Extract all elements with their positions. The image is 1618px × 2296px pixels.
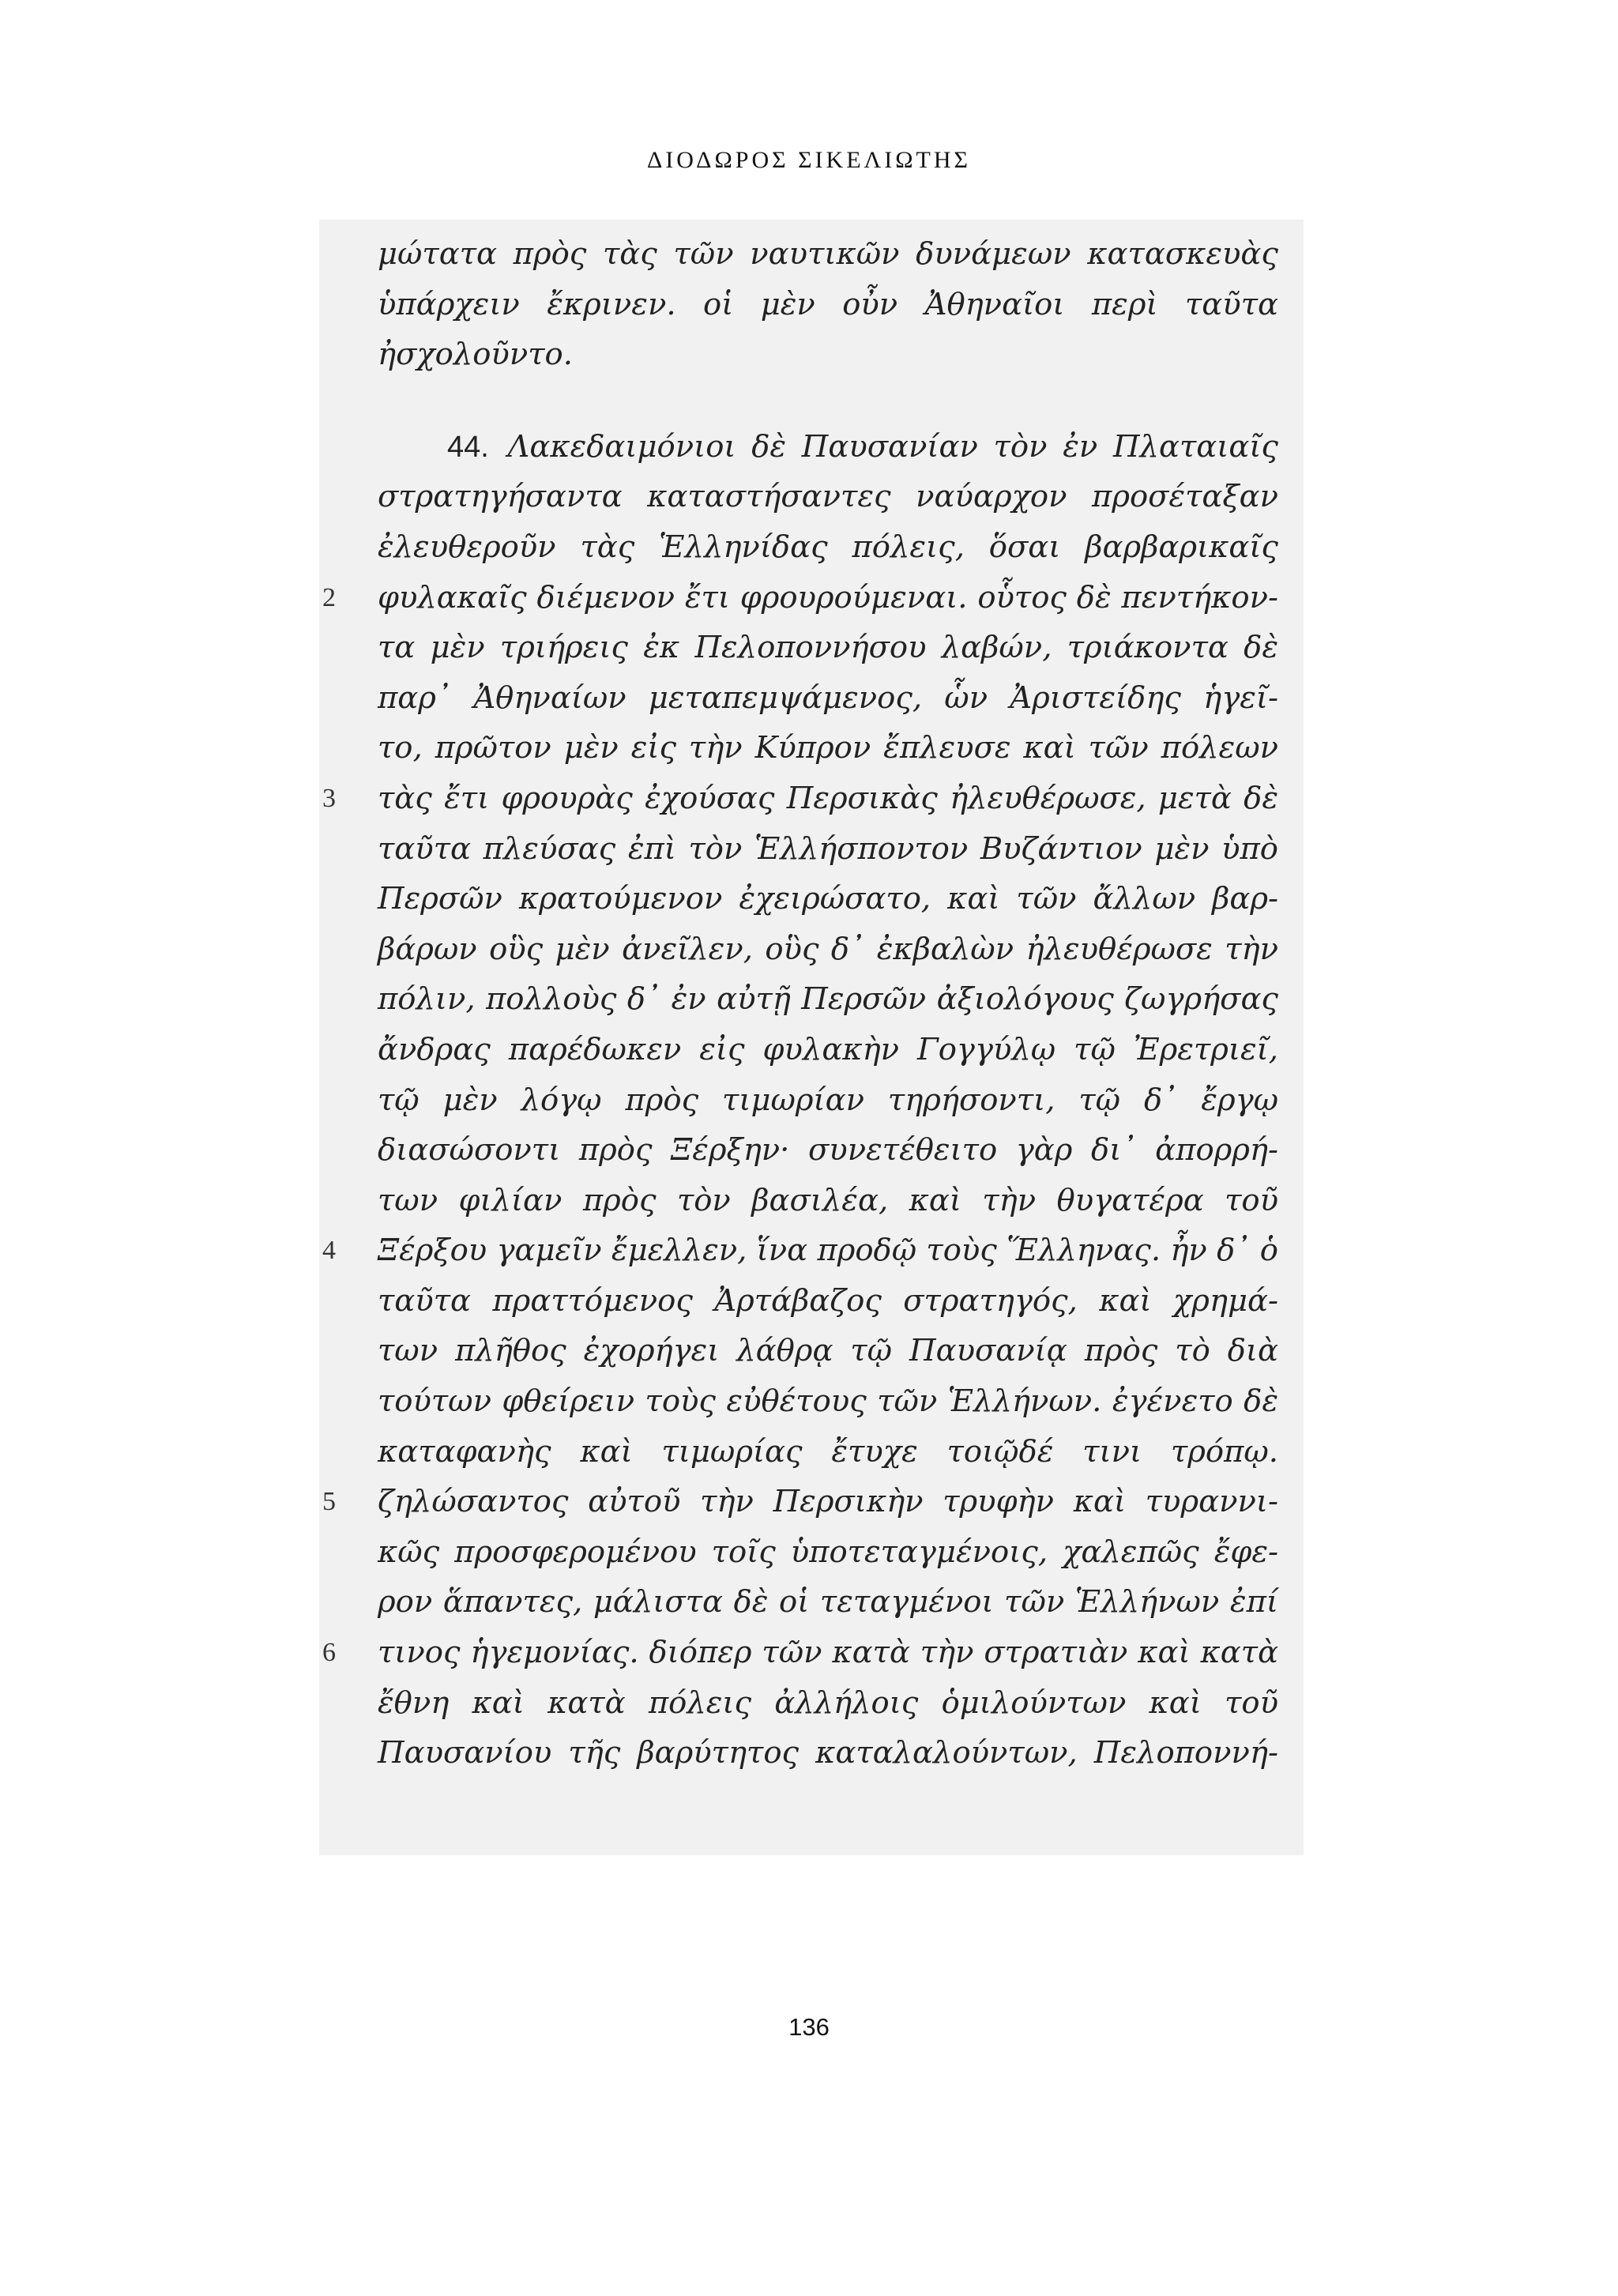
paragraph-start-line	[378, 422, 1278, 472]
line-text: το, πρῶτον μὲν εἰς τὴν Κύπρον ἔπλευσε καὶ τῶν πόλεων	[378, 730, 1278, 766]
margin-number: 3	[322, 783, 336, 813]
text-line	[378, 229, 1278, 280]
text-line	[378, 1728, 1278, 1778]
text-line	[378, 1577, 1278, 1628]
text-line	[322, 1628, 1278, 1678]
margin-number: 5	[322, 1487, 336, 1517]
text-line	[378, 824, 1278, 875]
text-line	[378, 1025, 1278, 1075]
text-line	[378, 874, 1278, 924]
section-number: 44.	[447, 430, 489, 464]
line-text: πόλιν, πολλοὺς δ᾽ ἐν αὐτῇ Περσῶν ἀξιολόγους ζωγρήσας	[378, 981, 1278, 1018]
text-line	[322, 1225, 1278, 1276]
text-line	[378, 280, 1278, 330]
line-text: ἔθνη καὶ κατὰ πόλεις ἀλλήλοις ὁμιλούντων καὶ τοῦ	[378, 1684, 1278, 1721]
text-line	[378, 1527, 1278, 1578]
line-text: τα μὲν τριήρεις ἐκ Πελοποννήσου λαβών, τριάκοντα δὲ	[378, 630, 1278, 666]
text-line	[322, 573, 1278, 623]
text-line	[378, 723, 1278, 773]
line-text: παρ᾽ Ἀθηναίων μεταπεμψάμενος, ὧν Ἀριστείδης ἡγεῖ-	[378, 679, 1278, 716]
running-head: ΔΙΟΔΩΡΟΣ ΣΙΚΕΛΙΩΤΗΣ	[646, 147, 972, 173]
line-text: Λακεδαιμόνιοι δὲ Παυσανίαν τὸν ἐν Πλαταιαῖς	[507, 428, 1278, 465]
text-line	[378, 673, 1278, 724]
text-line	[378, 1427, 1278, 1477]
text-line	[322, 1477, 1278, 1527]
text-line	[378, 1326, 1278, 1376]
line-text: ταῦτα πλεύσας ἐπὶ τὸν Ἑλλήσποντον Βυζάντιον μὲν ὑπὸ	[378, 830, 1278, 867]
line-text: ἐλευθεροῦν τὰς Ἑλληνίδας πόλεις, ὅσαι βαρβαρικαῖς	[378, 529, 1278, 565]
line-text: κῶς προσφερομένου τοῖς ὑποτεταγμένοις, χαλεπῶς ἔφε-	[378, 1534, 1278, 1570]
text-line	[378, 329, 1278, 380]
line-text: ταῦτα πραττόμενος Ἀρτάβαζος στρατηγός, καὶ χρημά-	[378, 1282, 1278, 1319]
text-line	[378, 1125, 1278, 1176]
line-text: φυλακαῖς διέμενον ἔτι φρουρούμεναι. οὗτος δὲ πεντήκον-	[378, 579, 1278, 615]
margin-number: 4	[322, 1236, 336, 1266]
line-text: των πλῆθος ἐχορήγει λάθρᾳ τῷ Παυσανίᾳ πρὸς τὸ διὰ	[378, 1333, 1278, 1369]
text-line	[378, 1276, 1278, 1327]
line-text: μώτατα πρὸς τὰς τῶν ναυτικῶν δυνάμεων κατασκευὰς	[378, 236, 1278, 272]
line-text: Περσῶν κρατούμενον ἐχειρώσατο, καὶ τῶν ἄλλων βαρ-	[378, 881, 1278, 917]
text-line	[378, 974, 1278, 1025]
margin-number: 6	[322, 1638, 336, 1668]
text-block	[322, 229, 1278, 1778]
text-line	[378, 1376, 1278, 1427]
line-text: Ξέρξου γαμεῖν ἔμελλεν, ἵνα προδῷ τοὺς Ἕλληνας. ἦν δ᾽ ὁ	[378, 1233, 1278, 1269]
line-text: βάρων οὓς μὲν ἀνεῖλεν, οὓς δ᾽ ἐκβαλὼν ἠλευθέρωσε τὴν	[378, 931, 1278, 967]
text-line	[378, 472, 1278, 522]
line-text: διασώσοντι πρὸς Ξέρξην· συνετέθειτο γὰρ δι᾽ ἀπορρή-	[378, 1132, 1278, 1169]
text-line	[378, 1176, 1278, 1226]
text-line	[378, 1678, 1278, 1729]
line-text: τῷ μὲν λόγῳ πρὸς τιμωρίαν τηρήσοντι, τῷ δ᾽ ἔργῳ	[378, 1082, 1278, 1118]
text-line	[378, 924, 1278, 975]
text-line	[378, 1075, 1278, 1126]
line-text: στρατηγήσαντα καταστήσαντες ναύαρχον προσέταξαν	[378, 479, 1278, 515]
line-text: ἄνδρας παρέδωκεν εἰς φυλακὴν Γογγύλῳ τῷ Ἐρετριεῖ,	[378, 1031, 1278, 1067]
line-text: καταφανὴς καὶ τιμωρίας ἔτυχε τοιῷδέ τινι τρόπῳ.	[378, 1433, 1278, 1470]
line-text: ζηλώσαντος αὐτοῦ τὴν Περσικὴν τρυφὴν καὶ τυραννι-	[378, 1484, 1278, 1520]
margin-number: 2	[322, 582, 336, 612]
page-number: 136	[788, 2013, 830, 2041]
line-text: ρον ἅπαντες, μάλιστα δὲ οἱ τεταγμένοι τῶν Ἑλλήνων ἐπί	[378, 1584, 1278, 1620]
line-text: ἠσχολοῦντο.	[378, 337, 573, 373]
line-text: των φιλίαν πρὸς τὸν βασιλέα, καὶ τὴν θυγατέρα τοῦ	[378, 1182, 1278, 1218]
text-line	[378, 522, 1278, 573]
line-text: Παυσανίου τῆς βαρύτητος καταλαλούντων, Πελοποννή-	[378, 1735, 1278, 1771]
text-line	[322, 773, 1278, 824]
line-text: τούτων φθείρειν τοὺς εὐθέτους τῶν Ἑλλήνων. ἐγένετο δὲ	[378, 1383, 1278, 1420]
line-text: τινος ἡγεμονίας. διόπερ τῶν κατὰ τὴν στρατιὰν καὶ κατὰ	[378, 1635, 1278, 1671]
text-line	[378, 623, 1278, 673]
line-text: τὰς ἔτι φρουρὰς ἐχούσας Περσικὰς ἠλευθέρωσε, μετὰ δὲ	[378, 780, 1278, 816]
line-text: ὑπάρχειν ἔκρινεν. οἱ μὲν οὖν Ἀθηναῖοι περὶ ταῦτα	[378, 286, 1278, 322]
